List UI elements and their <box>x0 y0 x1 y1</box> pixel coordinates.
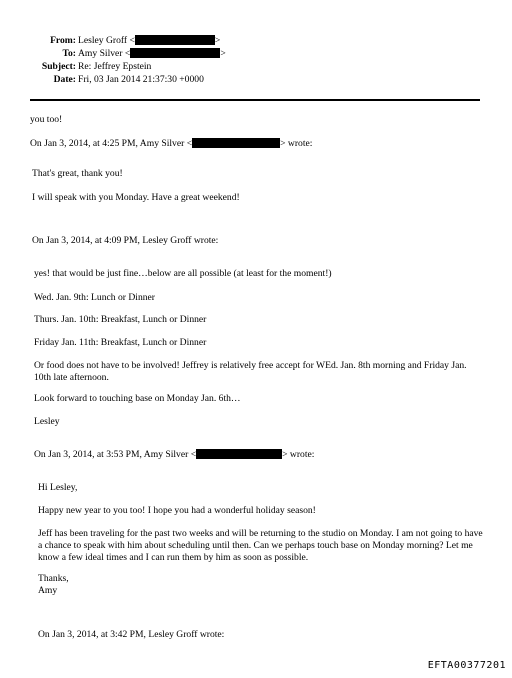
quote-header-1-suffix: > wrote: <box>280 138 313 149</box>
greeting: Hi Lesley, <box>38 482 78 493</box>
quote-header-1 <box>30 138 312 150</box>
body-paragraph: Or food does not have to be involved! Jeffrey is relatively free accept for WEd. Jan. 8th morning and Friday Jan. 10th late afternoon. <box>34 360 467 383</box>
from-value <box>78 35 220 47</box>
to-value <box>78 48 226 60</box>
to-close: > <box>220 48 226 59</box>
body-paragraph: Jeff has been traveling for the past two weeks and will be returning to the studio on Monday. I am not going to have a chance to speak with him about scheduling until then. Can we perhaps touch base on Monday morning? Let me know a few ideal times and I can run them by him as soon as possible. <box>38 528 483 563</box>
from-close: > <box>214 35 221 46</box>
reply-text: you too! <box>30 114 63 125</box>
quote-header-2: On Jan 3, 2014, at 4:09 PM, Lesley Groff wrote: <box>32 235 219 246</box>
date-label: Date: <box>53 74 76 85</box>
schedule-line: Wed. Jan. 9th: Lunch or Dinner <box>34 292 155 303</box>
signature: Lesley <box>34 416 60 427</box>
bates-number: EFTA00377201 <box>427 659 506 671</box>
to-label: To: <box>62 48 76 59</box>
quote-header-3 <box>34 449 314 461</box>
schedule-line: Thurs. Jan. 10th: Breakfast, Lunch or Dinner <box>34 314 207 325</box>
header-divider <box>30 99 480 101</box>
schedule-line: Friday Jan. 11th: Breakfast, Lunch or Dinner <box>34 337 207 348</box>
redaction-bar <box>192 138 280 148</box>
subject-label: Subject: <box>41 61 76 72</box>
quote-header-4: On Jan 3, 2014, at 3:42 PM, Lesley Groff wrote: <box>38 629 225 640</box>
closing-name: Amy <box>38 585 58 596</box>
date-value: Fri, 03 Jan 2014 21:37:30 +0000 <box>78 74 204 85</box>
redaction-bar <box>130 48 220 58</box>
subject-value: Re: Jeffrey Epstein <box>78 61 152 72</box>
from-name: Lesley Groff < <box>78 35 135 46</box>
body-line: I will speak with you Monday. Have a great weekend! <box>32 192 240 203</box>
body-line: yes! that would be just fine…below are all possible (at least for the moment!) <box>34 268 332 279</box>
body-line: Look forward to touching base on Monday Jan. 6th… <box>34 393 241 404</box>
quote-header-3-suffix: > wrote: <box>282 449 315 460</box>
redaction-bar <box>196 449 282 459</box>
body-line: Happy new year to you too! I hope you had a wonderful holiday season! <box>38 505 316 516</box>
closing: Thanks, <box>38 573 69 584</box>
quote-header-3-prefix: On Jan 3, 2014, at 3:53 PM, Amy Silver < <box>34 449 197 460</box>
redaction-bar <box>135 35 215 45</box>
body-line: That's great, thank you! <box>32 168 123 179</box>
to-name: Amy Silver < <box>78 48 131 59</box>
from-label: From: <box>50 35 76 46</box>
quote-header-1-prefix: On Jan 3, 2014, at 4:25 PM, Amy Silver < <box>30 138 193 149</box>
